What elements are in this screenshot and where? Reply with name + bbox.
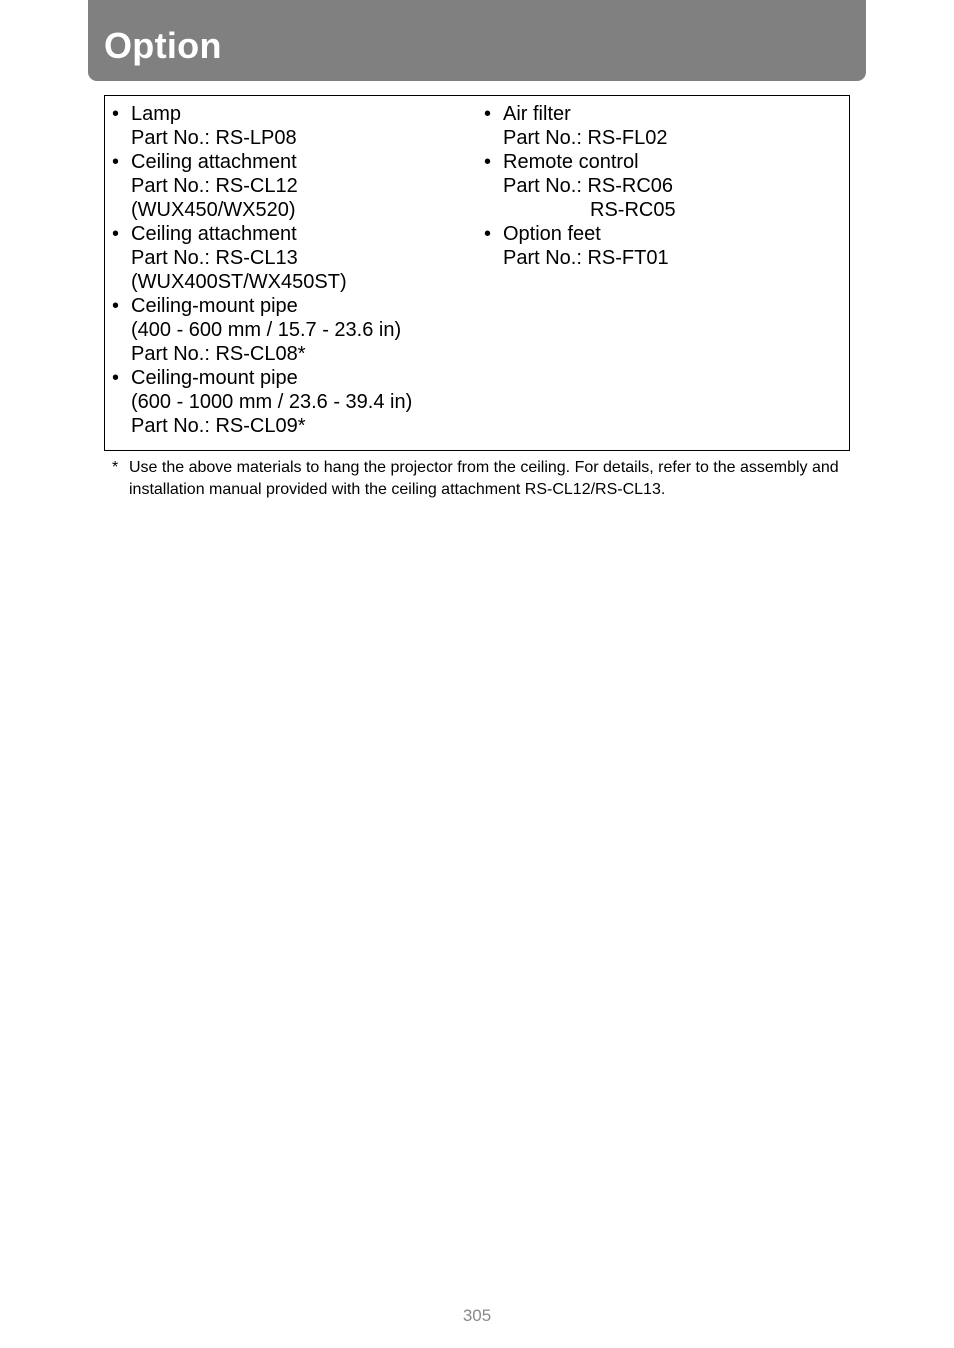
parts-column-left — [112, 102, 472, 438]
list-item-ceiling-mount-pipe-cl08 — [112, 294, 472, 366]
bullet: • — [112, 103, 120, 125]
item-name: Remote control — [503, 151, 639, 173]
size-note: (400 - 600 mm / 15.7 - 23.6 in) — [131, 319, 402, 341]
list-item-air-filter — [484, 102, 844, 150]
item-name: Ceiling-mount pipe — [131, 367, 298, 389]
item-name: Lamp — [131, 103, 182, 125]
footnote — [112, 457, 852, 501]
part-number: Part No.: RS-CL13 — [131, 247, 298, 269]
bullet: • — [484, 223, 492, 245]
list-item-ceiling-attachment-cl13 — [112, 222, 472, 294]
list-item-lamp — [112, 102, 472, 150]
size-note: (600 - 1000 mm / 23.6 - 39.4 in) — [131, 391, 413, 413]
part-number-alt: RS-RC05 — [590, 199, 676, 221]
item-name: Option feet — [503, 223, 601, 245]
list-item-remote-control — [484, 150, 844, 222]
page-title: Option — [104, 25, 222, 66]
model-note: (WUX450/WX520) — [131, 199, 296, 221]
part-number: Part No.: RS-CL09* — [131, 415, 306, 437]
part-number: Part No.: RS-FT01 — [503, 247, 669, 269]
bullet: • — [484, 151, 492, 173]
item-name: Ceiling-mount pipe — [131, 295, 298, 317]
list-item-ceiling-attachment-cl12 — [112, 150, 472, 222]
parts-column-right — [484, 102, 844, 270]
item-name: Ceiling attachment — [131, 151, 297, 173]
item-name: Air filter — [503, 103, 571, 125]
footnote-mark: * — [112, 459, 119, 476]
part-number: Part No.: RS-LP08 — [131, 127, 297, 149]
model-note: (WUX400ST/WX450ST) — [131, 271, 347, 293]
list-item-option-feet — [484, 222, 844, 270]
bullet: • — [112, 295, 120, 317]
list-item-ceiling-mount-pipe-cl09 — [112, 366, 472, 438]
bullet: • — [112, 223, 120, 245]
bullet: • — [112, 367, 120, 389]
bullet: • — [112, 151, 120, 173]
part-number: Part No.: RS-RC06 — [503, 175, 674, 197]
page-number: 305 — [462, 1306, 492, 1325]
item-name: Ceiling attachment — [131, 223, 297, 245]
footnote-text: Use the above materials to hang the projector from the ceiling. For details, refer to the assembly and installation manual provided with the ceiling attachment RS-CL12/RS-CL13. — [129, 459, 839, 498]
part-number: Part No.: RS-CL08* — [131, 343, 306, 365]
part-number: Part No.: RS-CL12 — [131, 175, 298, 197]
option-parts-box — [104, 95, 850, 451]
bullet: • — [484, 103, 492, 125]
section-header — [88, 0, 866, 81]
part-number: Part No.: RS-FL02 — [503, 127, 668, 149]
